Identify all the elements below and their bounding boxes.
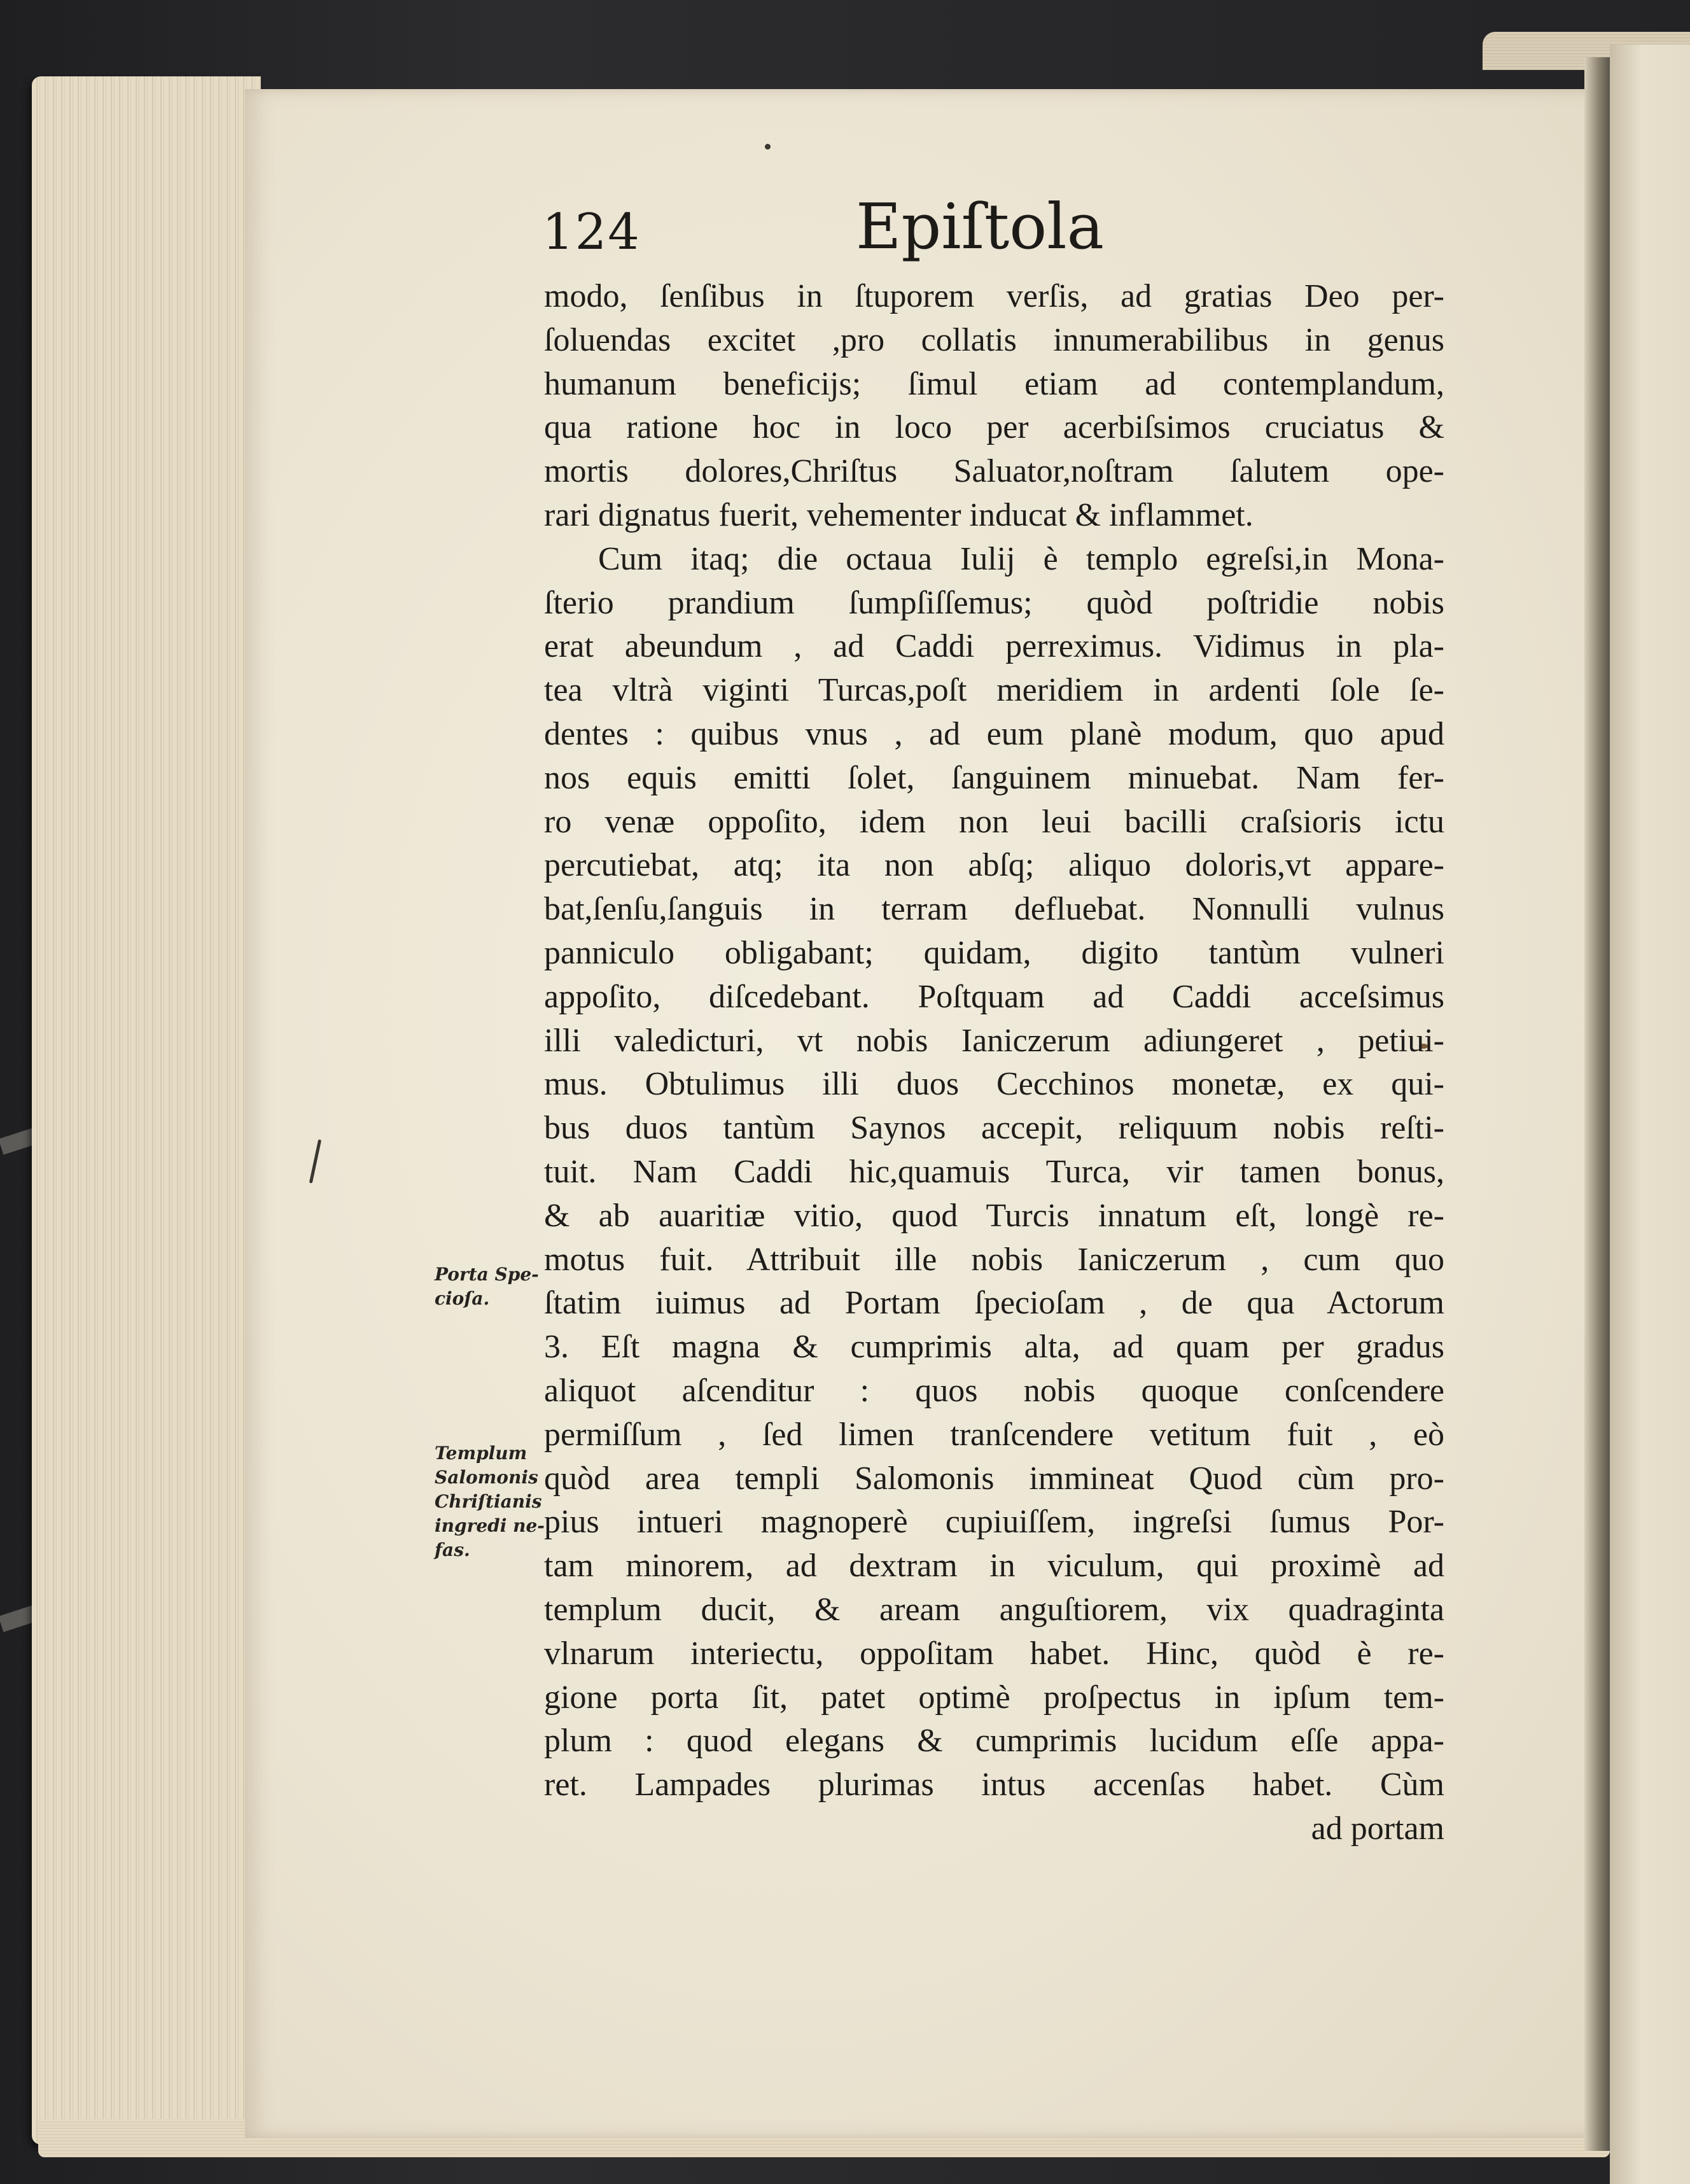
margin-note-line: cioſa.	[435, 1288, 490, 1309]
book-fore-edge	[32, 76, 261, 2145]
text-line: panniculo obligabant; quidam, digito tantùm vulneri	[544, 934, 1444, 971]
text-line: qua ratione hoc in loco per acerbiſsimos cruciatus &	[544, 409, 1444, 446]
text-line: motus fuit. Attribuit ille nobis Ianiczerum , cum quo	[544, 1241, 1444, 1278]
catchword: ad portam	[1311, 1810, 1444, 1847]
text-line: tea vltrà viginti Turcas,poſt meridiem in ardenti ſole ſe-	[544, 672, 1444, 709]
text-line: ſoluendas excitet ,pro collatis innumerabilibus in genus	[544, 321, 1444, 358]
page-number: 124	[542, 204, 641, 261]
text-line: dentes : quibus vnus , ad eum planè modum, quo apud	[544, 715, 1444, 752]
text-line: quòd area templi Salomonis immineat Quod cùm pro-	[544, 1460, 1444, 1497]
text-line: plum : quod elegans & cumprimis lucidum eſſe appa-	[544, 1723, 1444, 1760]
body-text	[544, 275, 1444, 1851]
text-line: ſterio prandium ſumpſiſſemus; quòd poſtridie nobis	[544, 584, 1444, 621]
margin-note-line: Salomonis	[435, 1467, 538, 1488]
text-line: Cum itaq; die octaua Iulij è templo egreſsi,in Mona-	[598, 540, 1444, 577]
text-line: ret. Lampades plurimas intus accenſas habet. Cùm	[544, 1767, 1444, 1803]
margin-note-templum	[435, 1441, 546, 1562]
text-line: gione porta ſit, patet optimè proſpectus in ipſum tem-	[544, 1679, 1444, 1716]
text-line: tuit. Nam Caddi hic,quamuis Turca, vir tamen bonus,	[544, 1153, 1444, 1190]
text-line: erat abeundum , ad Caddi perreximus. Vidimus in pla-	[544, 628, 1444, 665]
text-line: templum ducit, & aream anguſtiorem, vix quadraginta	[544, 1591, 1444, 1628]
text-line: percutiebat, atq; ita non abſq; aliquo doloris,vt appare-	[544, 847, 1444, 884]
text-line: mus. Obtulimus illi duos Cecchinos monetæ, ex qui-	[544, 1066, 1444, 1103]
text-line: 3. Eſt magna & cumprimis alta, ad quam per gradus	[544, 1329, 1444, 1366]
text-line: mortis dolores,Chriſtus Saluator,noſtram ſalutem ope-	[544, 453, 1444, 490]
text-line: pius intueri magnoperè cupiuiſſem, ingreſsi ſumus Por-	[544, 1504, 1444, 1541]
margin-note-line: Templum	[435, 1443, 527, 1464]
ink-speck	[765, 144, 771, 150]
margin-note-line: fas.	[435, 1539, 470, 1560]
text-line: rari dignatus fuerit, vehementer inducat & inflammet.	[544, 496, 1254, 533]
text-line: ro venæ oppoſito, idem non leui bacilli craſsioris ictu	[544, 803, 1444, 840]
text-line: aliquot aſcenditur : quos nobis quoque conſcendere	[544, 1372, 1444, 1409]
facing-page	[1610, 45, 1690, 2184]
text-line: vlnarum interiectu, oppoſitam habet. Hinc, quòd è re-	[544, 1635, 1444, 1672]
text-line: permiſſum , ſed limen tranſcendere vetitum fuit , eò	[544, 1416, 1444, 1453]
margin-note-porta-speciosa	[435, 1263, 546, 1311]
margin-note-line: ingredi ne-	[435, 1515, 545, 1536]
text-line: bus duos tantùm Saynos accepit, reliquum nobis reſti-	[544, 1110, 1444, 1147]
text-line: modo, ſenſibus in ſtuporem verſis, ad gratias Deo per-	[544, 278, 1444, 314]
text-line: bat,ſenſu,ſanguis in terram defluebat. Nonnulli vulnus	[544, 891, 1444, 928]
text-line: humanum beneficijs; ſimul etiam ad contemplandum,	[544, 365, 1444, 402]
text-line: tam minorem, ad dextram in viculum, qui proximè ad	[544, 1548, 1444, 1585]
running-title: Epiſtola	[856, 191, 1105, 263]
margin-note-line: Chriſtianis	[435, 1491, 542, 1512]
text-line: nos equis emitti ſolet, ſanguinem minuebat. Nam fer-	[544, 759, 1444, 796]
page-header	[0, 191, 1690, 267]
margin-note-line: Porta Spe-	[435, 1264, 539, 1285]
text-line: ſtatim iuimus ad Portam ſpecioſam , de qua Actorum	[544, 1285, 1444, 1322]
text-line: appoſito, diſcedebant. Poſtquam ad Caddi acceſsimus	[544, 978, 1444, 1015]
page-gutter	[1584, 57, 1610, 2151]
text-line: & ab auaritiæ vitio, quod Turcis innatum eſt, longè re-	[544, 1197, 1444, 1234]
text-line: illi valedicturi, vt nobis Ianiczerum adiungeret , petiui-	[544, 1022, 1444, 1059]
